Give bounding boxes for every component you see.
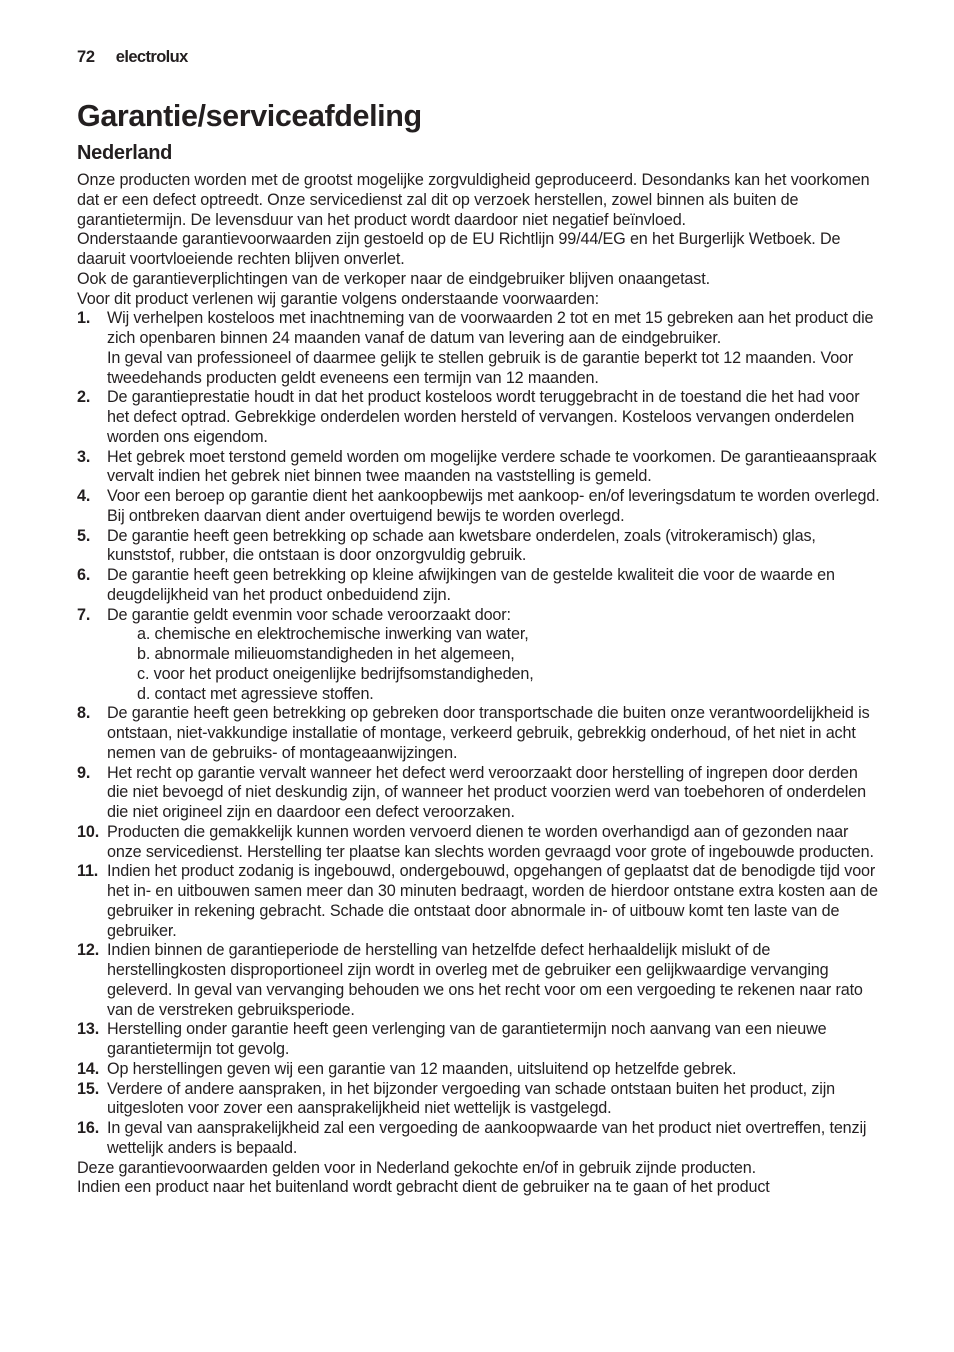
term-number: 14. [77, 1059, 100, 1078]
term-number: 11. [77, 862, 99, 881]
term-item [77, 527, 882, 567]
term-text: Producten die gemakkelijk kunnen worden vervoerd dienen te worden overhandigd aan of gezonden naar onze servicedienst. Herstelling ter plaatse kan slechts worden gevraagd voor grote of ingebouwde producten. [107, 822, 874, 861]
term-number: 10. [77, 822, 100, 841]
term-number: 12. [77, 941, 100, 960]
document-body [77, 171, 882, 1198]
term-number: 5. [77, 526, 91, 545]
term-item [77, 1060, 882, 1080]
term-text: Indien het product zodanig is ingebouwd, ondergebouwd, opgehangen of geplaatst dat de benodigde tijd voor het in- en uitbouwen samen meer dan 30 minuten bedraagt, worden de hierdoor ontstane extra kosten aan de gebruiker in rekening gebracht. Schade die ontstaat door abnormale in- of uitbouw komt ten laste van de gebruiker. [107, 862, 878, 940]
term-text: Wij verhelpen kosteloos met inachtneming van de voorwaarden 2 tot en met 15 gebreken aan het product die zich openbaren binnen 24 maanden vanaf de datum van levering aan de eindgebruiker. [107, 309, 874, 347]
term-item [77, 823, 882, 863]
page-title: Garantie/serviceafdeling [77, 99, 422, 133]
sublist-item: b. abnormale milieuomstandigheden in het algemeen, [137, 645, 515, 663]
term-number: 7. [77, 605, 91, 624]
term-item [77, 448, 882, 488]
term-number: 3. [77, 447, 91, 466]
warranty-terms-list [77, 309, 882, 1158]
term-text: Het gebrek moet terstond gemeld worden om mogelijke verdere schade te voorkomen. De garantieaanspraak vervalt indien het gebrek niet binnen twee maanden na vaststelling is gemeld. [107, 447, 877, 486]
term-item [77, 388, 882, 447]
term-item [77, 1080, 882, 1120]
page-header [77, 48, 882, 70]
term-item [77, 487, 882, 527]
term-number: 15. [77, 1079, 100, 1098]
term-number: 4. [77, 487, 91, 505]
closing-paragraph: Indien een product naar het buitenland wordt gebracht dient de gebruiker na te gaan of het product [77, 1178, 770, 1197]
brand-name: electrolux [115, 48, 188, 66]
term-text: Indien binnen de garantieperiode de herstelling van hetzelfde defect herhaaldelijk mislukt of de herstellingkosten disproportioneel zijn wordt in overleg met de gebruiker een gelijkwaardige vervanging geleverd. In geval van vervanging behouden we ons het recht voor om een vergoeding te rekenen naar rato van de verstreken gebruiksperiode. [107, 941, 863, 1019]
term-item [77, 704, 882, 763]
term-number: 8. [77, 704, 91, 723]
term-text: Herstelling onder garantie heeft geen verlenging van de garantietermijn noch aanvang van een nieuwe garantietermijn tot gevolg. [107, 1020, 827, 1058]
term-text: Verdere of andere aanspraken, in het bijzonder vergoeding van schade ontstaan buiten het product, zijn uitgesloten voor zover een aansprakelijkheid niet wettelijk is vastgelegd. [107, 1079, 836, 1118]
sublist-item: a. chemische en elektrochemische inwerking van water, [137, 625, 529, 644]
term-number: 16. [77, 1119, 100, 1137]
document-page [77, 48, 882, 1198]
term-number: 13. [77, 1020, 100, 1039]
sublist-item: d. contact met agressieve stoffen. [137, 684, 374, 703]
term-text: De garantieprestatie houdt in dat het product kosteloos wordt teruggebracht in de toestand die het had voor het defect optrad. Gebrekkige onderdelen worden hersteld of vervangen. Kosteloos vervangen onderdelen worden ons eigendom. [107, 388, 860, 446]
term-text: Het recht op garantie vervalt wanneer het defect werd veroorzaakt door herstelling of ingrepen door derden die niet bevoegd of niet deskundig zijn, of wanneer het product voorzien werd van toebehoren of onderdelen die niet origineel zijn en daardoor een defect veroorzaken. [107, 763, 866, 821]
sublist-item: c. voor het product oneigenlijke bedrijfsomstandigheden, [137, 664, 534, 683]
section-heading: Nederland [77, 142, 173, 164]
term-text: De garantie heeft geen betrekking op kleine afwijkingen van de gestelde kwaliteit die voor de waarde en deugdelijkheid van het product onbeduidend zijn. [107, 566, 835, 604]
closing-paragraph: Deze garantievoorwaarden gelden voor in Nederland gekochte en/of in gebruik zijnde producten. [77, 1158, 756, 1177]
intro-paragraph: Voor dit product verlenen wij garantie volgens onderstaande voorwaarden: [77, 289, 599, 308]
intro-paragraph: Onderstaande garantievoorwaarden zijn gestoeld op de EU Richtlijn 99/44/EG en het Burgerlijk Wetboek. De daaruit voortvloeiende rechten blijven onverlet. [77, 230, 841, 268]
term-text: Voor een beroep op garantie dient het aankoopbewijs met aankoop- en/of leveringsdatum te worden overlegd. Bij ontbreken daarvan dient ander overtuigend bewijs te worden overlegd. [107, 487, 880, 525]
term-item [77, 1119, 882, 1159]
term-extra: In geval van professioneel of daarmee gelijk te stellen gebruik is de garantie beperkt tot 12 maanden. Voor tweedehands producten geldt eveneens een termijn van 12 maanden. [107, 348, 854, 387]
page-number: 72 [77, 48, 95, 66]
term-text: De garantie heeft geen betrekking op schade aan kwetsbare onderdelen, zoals (vitrokeramisch) glas, kunststof, rubber, die ontstaan is door onzorgvuldig gebruik. [107, 526, 816, 565]
term-text: De garantie heeft geen betrekking op gebreken door transportschade die buiten onze verantwoordelijkheid is ontstaan, niet-vakkundige installatie of montage, verkeerd gebruik, gebrekkig onderhoud, of het niet in acht nemen van de gebruiks- of montageaanwijzingen. [107, 704, 870, 762]
term-item [77, 862, 882, 941]
term-item [77, 606, 882, 705]
term-item [77, 764, 882, 823]
term-item [77, 941, 882, 1020]
term-text: De garantie geldt evenmin voor schade veroorzaakt door: [107, 605, 511, 624]
term-item [77, 1020, 882, 1060]
intro-paragraph: Onze producten worden met de grootst mogelijke zorgvuldigheid geproduceerd. Desondanks kan het voorkomen dat er een defect optreedt. Onze servicedienst zal dit op verzoek herstellen, zowel binnen als buiten de garantietermijn. De levensduur van het product wordt daardoor niet negatief beïnvloed. [77, 171, 870, 229]
term-text: In geval van aansprakelijkheid zal een vergoeding de aankoopwaarde van het product niet overtreffen, tenzij wettelijk anders is bepaald. [107, 1119, 867, 1157]
term-sublist [107, 625, 882, 704]
term-item [77, 309, 882, 388]
term-item [77, 566, 882, 606]
term-text: Op herstellingen geven wij een garantie van 12 maanden, uitsluitend op hetzelfde gebrek. [107, 1059, 737, 1078]
term-number: 6. [77, 566, 91, 584]
term-number: 9. [77, 763, 91, 782]
intro-paragraph: Ook de garantieverplichtingen van de verkoper naar de eindgebruiker blijven onaangetast. [77, 269, 710, 288]
term-number: 1. [77, 309, 91, 328]
term-number: 2. [77, 388, 91, 407]
